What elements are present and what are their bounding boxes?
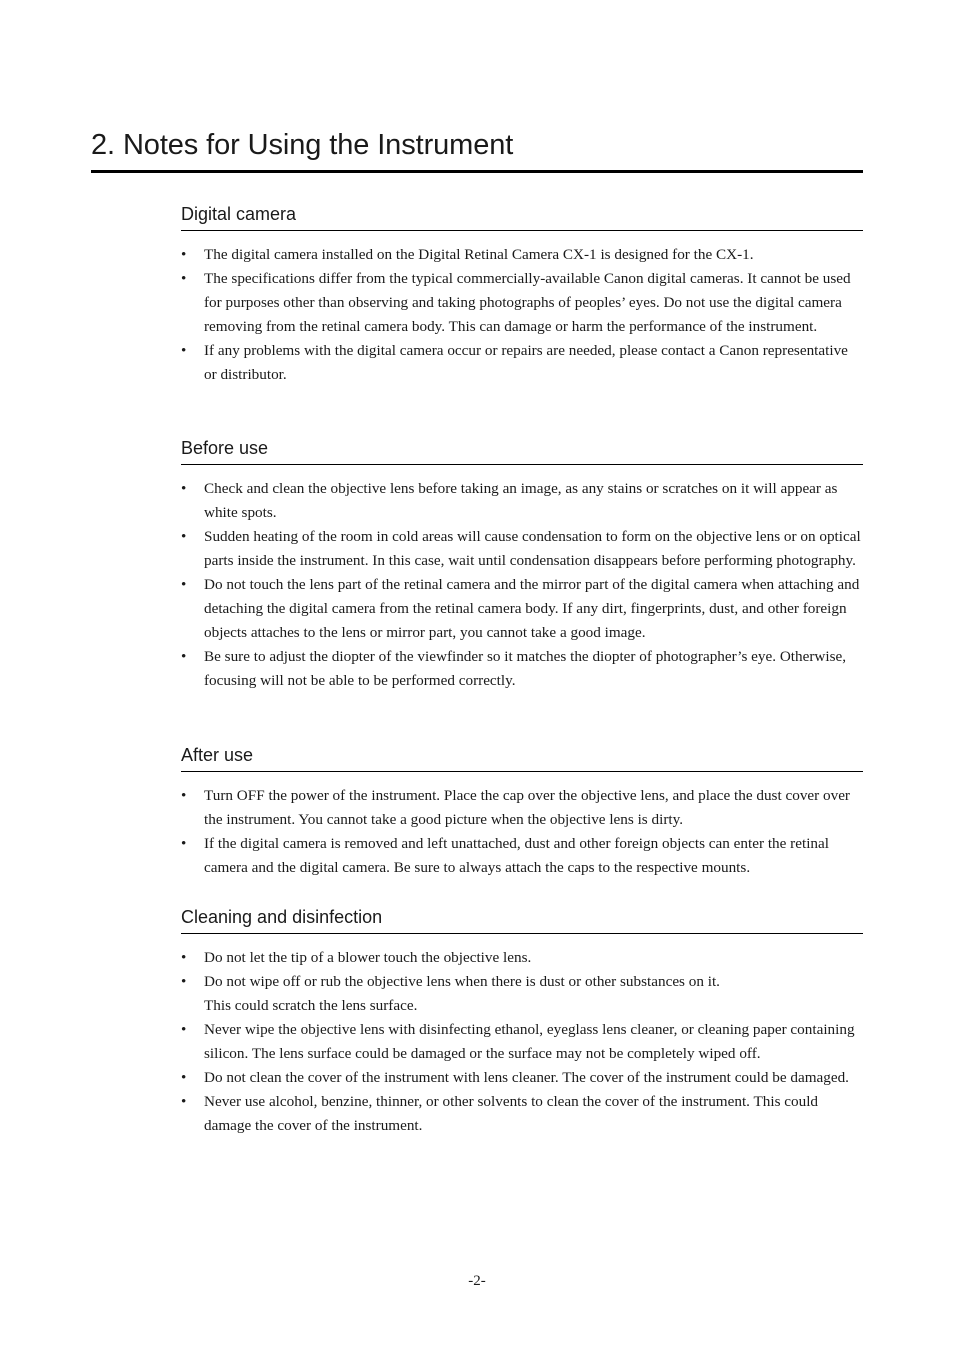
section-heading: Before use	[181, 436, 863, 465]
bullet-icon: •	[181, 270, 187, 287]
bullet-icon: •	[181, 1069, 187, 1086]
list-item-text: Sudden heating of the room in cold areas will cause condensation to form on the objective lens or on optical parts inside the instrument. In this case, wait until condensation disappears before performing photography.	[204, 528, 861, 569]
section-heading: After use	[181, 743, 863, 772]
list-item-text: Do not touch the lens part of the retinal camera and the mirror part of the digital camera when attaching and detaching the digital camera from the retinal camera body. If any dirt, fingerprints, dust, and other foreign objects attaches to the lens or mirror part, you cannot take a good image.	[204, 576, 860, 641]
list-item	[181, 946, 863, 970]
list-item-text: Do not wipe off or rub the objective lens when there is dust or other substances on it. This could scratch the lens surface.	[204, 973, 720, 1014]
bullet-list	[181, 243, 863, 387]
bullet-list	[181, 477, 863, 693]
page-number: -2-	[468, 1273, 486, 1289]
bullet-icon: •	[181, 576, 187, 593]
section-before-use	[181, 436, 863, 693]
section-after-use	[181, 743, 863, 880]
bullet-list	[181, 946, 863, 1138]
list-item	[181, 784, 863, 832]
bullet-icon: •	[181, 1021, 187, 1038]
bullet-icon: •	[181, 787, 187, 804]
list-item	[181, 1018, 863, 1066]
list-item	[181, 1090, 863, 1138]
list-item-text: The digital camera installed on the Digital Retinal Camera CX-1 is designed for the CX-1.	[204, 246, 754, 263]
list-item-text: Do not clean the cover of the instrument with lens cleaner. The cover of the instrument could be damaged.	[204, 1069, 849, 1086]
list-item-text: Check and clean the objective lens before taking an image, as any stains or scratches on it will appear as white spots.	[204, 480, 838, 521]
section-cleaning-and-disinfection	[181, 905, 863, 1138]
page-title: 2. Notes for Using the Instrument	[91, 129, 514, 161]
list-item	[181, 1066, 863, 1090]
list-item-text: Do not let the tip of a blower touch the objective lens.	[204, 949, 532, 966]
bullet-icon: •	[181, 973, 187, 990]
list-item-text: Turn OFF the power of the instrument. Place the cap over the objective lens, and place the dust cover over the instrument. You cannot take a good picture when the objective lens is dirty.	[204, 787, 850, 828]
list-item	[181, 525, 863, 573]
list-item	[181, 339, 863, 387]
list-item	[181, 832, 863, 880]
bullet-icon: •	[181, 835, 187, 852]
bullet-list	[181, 784, 863, 880]
list-item	[181, 243, 863, 267]
list-item-text: Never wipe the objective lens with disinfecting ethanol, eyeglass lens cleaner, or cleaning paper containing silicon. The lens surface could be damaged or the surface may not be completely wiped off.	[204, 1021, 855, 1062]
bullet-icon: •	[181, 480, 187, 497]
list-item-text: Never use alcohol, benzine, thinner, or other solvents to clean the cover of the instrument. This could damage the cover of the instrument.	[204, 1093, 819, 1134]
section-heading: Digital camera	[181, 202, 863, 231]
list-item	[181, 573, 863, 645]
section-digital-camera	[181, 202, 863, 387]
bullet-icon: •	[181, 246, 187, 263]
bullet-icon: •	[181, 528, 187, 545]
bullet-icon: •	[181, 1093, 187, 1110]
list-item-text: The specifications differ from the typical commercially-available Canon digital cameras. It cannot be used for purposes other than observing and taking photographs of peoples’ eyes. Do not use the digital camera removing from the retinal camera body. This can damage or harm the performance of the instrument.	[204, 270, 851, 335]
bullet-icon: •	[181, 648, 187, 665]
section-heading: Cleaning and disinfection	[181, 905, 863, 934]
list-item-text: If the digital camera is removed and left unattached, dust and other foreign objects can enter the retinal camera and the digital camera. Be sure to always attach the caps to the respective mounts.	[204, 835, 829, 876]
list-item	[181, 645, 863, 693]
list-item-text: Be sure to adjust the diopter of the viewfinder so it matches the diopter of photographer’s eye. Otherwise, focusing will not be able to be performed correctly.	[204, 648, 847, 689]
bullet-icon: •	[181, 949, 187, 966]
list-item	[181, 267, 863, 339]
bullet-icon: •	[181, 342, 187, 359]
title-divider	[91, 170, 863, 173]
list-item-text: If any problems with the digital camera occur or repairs are needed, please contact a Canon representative or distributor.	[204, 342, 848, 383]
list-item	[181, 477, 863, 525]
list-item	[181, 970, 863, 1018]
